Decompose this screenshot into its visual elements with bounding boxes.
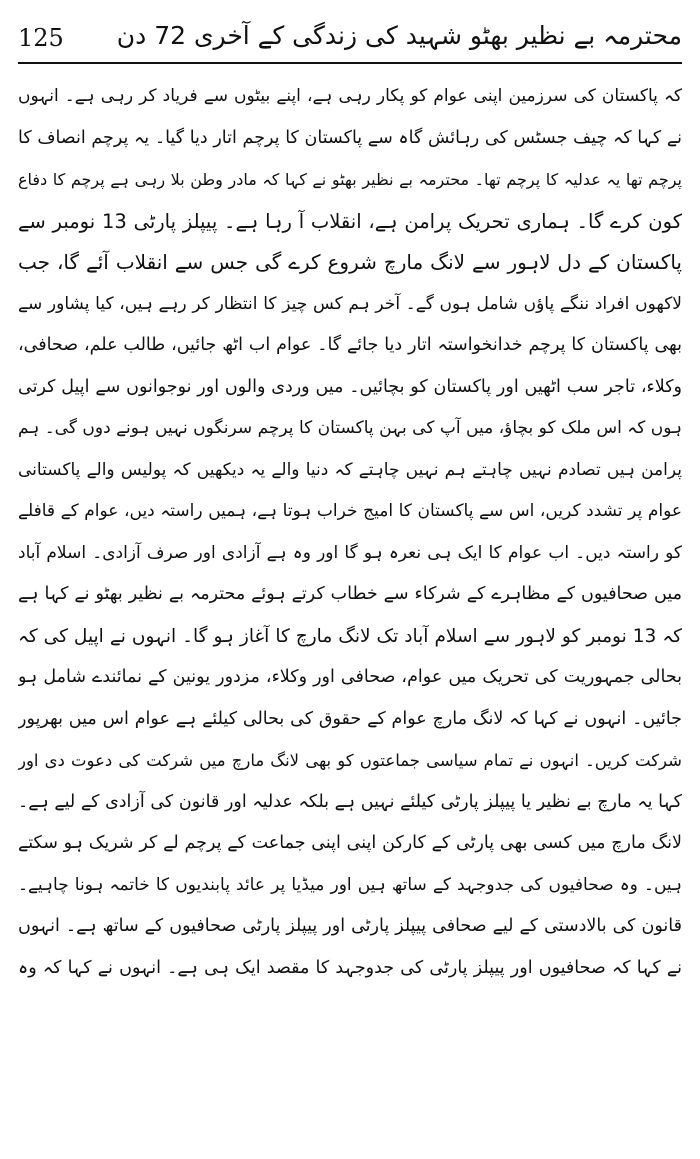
page-number: 125	[18, 24, 64, 52]
text-line: کو راستہ دیں۔ اب عوام کا ایک ہی نعرہ ہو گا اور وہ ہے آزادی اور صرف آزادی۔ اسلام آباد	[18, 542, 682, 563]
text-line: لانگ مارچ میں کسی بھی پارٹی کے کارکن اپنی اپنی جماعت کے پرچم لے کر شریک ہو سکتے	[18, 833, 682, 853]
text-line: جائیں۔ انہوں نے کہا کہ لانگ مارچ عوام کے حقوق کی بحالی کیلئے ہے عوام اس میں بھرپور	[18, 708, 682, 729]
text-line: ہوں کہ اس ملک کو بچاؤ، میں آپ کی بہن پاکستان کا پرچم سرنگوں نہیں ہونے دوں گی۔ ہم	[18, 418, 682, 438]
text-line: کون کرے گا۔ ہماری تحریک پرامن ہے، انقلاب آ رہا ہے۔ پیپلز پارٹی 13 نومبر سے	[18, 209, 682, 233]
text-line: لاکھوں افراد ننگے پاؤں شامل ہوں گے۔ آخر ہم کس چیز کا انتظار کر رہے ہیں، کیا پشاور سے	[18, 293, 682, 314]
text-line: کہا یہ مارچ بے نظیر یا پیپلز پارٹی کیلئے نہیں ہے بلکہ عدلیہ اور قانون کی آزادی کے لیے ہے۔	[18, 791, 682, 812]
running-title: محترمہ بے نظیر بھٹو شہید کی زندگی کے آخری 72 دن	[116, 21, 682, 50]
text-line: قانون کی بالادستی کے لیے صحافی پیپلز پارٹی اور پیپلز پارٹی صحافیوں کے ساتھ ہے۔ انہوں	[18, 916, 682, 936]
text-line: ہیں۔ وہ صحافیوں کی جدوجہد کے ساتھ ہیں اور میڈیا پر عائد پابندیوں کا خاتمہ ہونا چاہیے۔	[18, 874, 682, 895]
text-line: پرچم تھا یہ عدلیہ کا پرچم تھا۔ محترمہ بے نظیر بھٹو نے کہا کہ مادر وطن بلا رہی ہے پرچم کا دفاع	[18, 170, 682, 189]
text-line: کہ 13 نومبر کو لاہور سے اسلام آباد تک لانگ مارچ کا آغاز ہو گا۔ انہوں نے اپیل کی کہ	[18, 625, 682, 647]
text-line: بھی پاکستان کا پرچم خدانخواستہ اتار دیا جائے گا۔ عوام اب اٹھ جائیں، طالب علم، صحافی،	[18, 335, 682, 355]
text-line: کہ پاکستان کی سرزمین اپنی عوام کو پکار رہی ہے، اپنے بیٹوں سے فریاد کر رہی ہے۔ انہوں	[18, 86, 682, 106]
text-line: شرکت کریں۔ انہوں نے تمام سیاسی جماعتوں کو بھی لانگ مارچ میں شرکت کی دعوت دی اور	[18, 751, 682, 770]
text-line: عوام پر تشدد کریں، اس سے پاکستان کا امیج خراب ہوتا ہے، ہمیں راستہ دیں، عوام کے قافلے	[18, 501, 682, 521]
body-text	[18, 76, 682, 989]
text-line: نے کہا کہ صحافیوں اور پیپلز پارٹی کی جدوجہد کا مقصد ایک ہی ہے۔ انہوں نے کہا کہ وہ	[18, 957, 682, 978]
text-line: پرامن ہیں تصادم نہیں چاہتے ہم نہیں چاہتے کہ دنیا والے یہ دیکھیں کہ پولیس والے پاکستانی	[18, 459, 682, 480]
text-line: نے کہا کہ چیف جسٹس کی رہائش گاہ سے پاکستان کا پرچم اتار دیا گیا۔ یہ پرچم انصاف کا	[18, 127, 682, 148]
text-line: بحالی جمہوریت کی تحریک میں عوام، صحافی اور وکلاء، مزدور یونین کے نمائندے شامل ہو	[18, 667, 682, 687]
text-line: پاکستان کے دل لاہور سے لانگ مارچ شروع کرے گی جس سے انقلاب آئے گا، جب	[18, 250, 682, 274]
text-line: میں صحافیوں کے مظاہرے کے شرکاء سے خطاب کرتے ہوئے محترمہ بے نظیر بھٹو نے کہا ہے	[18, 584, 682, 604]
page-header	[18, 14, 682, 64]
text-line: وکلاء، تاجر سب اٹھیں اور پاکستان کو بچائیں۔ میں وردی والوں اور نوجوانوں سے اپیل کرتی	[18, 376, 682, 397]
